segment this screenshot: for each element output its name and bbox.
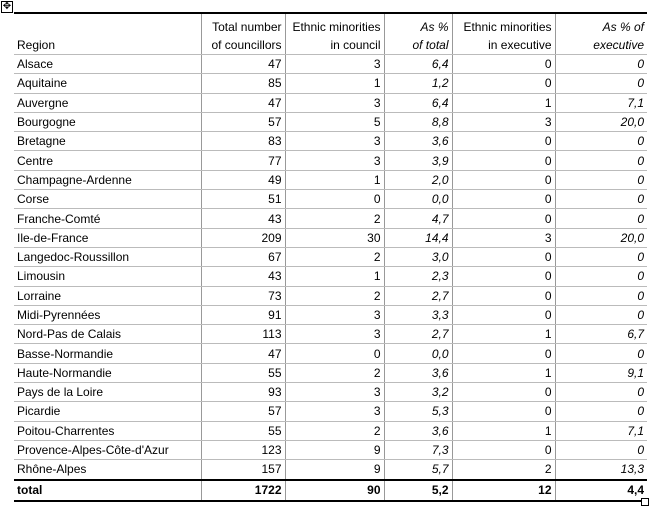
table-row bbox=[14, 93, 647, 112]
cell-em-council: 3 bbox=[285, 402, 384, 421]
cell-pct-total: 6,4 bbox=[384, 55, 452, 74]
cell-em-council: 0 bbox=[285, 344, 384, 363]
cell-em-executive: 12 bbox=[452, 480, 555, 501]
cell-total-councillors: 43 bbox=[201, 267, 285, 286]
cell-em-council: 5 bbox=[285, 112, 384, 131]
cell-pct-total: 3,2 bbox=[384, 383, 452, 402]
cell-pct-executive: 0 bbox=[555, 305, 647, 324]
cell-region: Bretagne bbox=[14, 132, 201, 151]
cell-total-councillors: 113 bbox=[201, 325, 285, 344]
total-row bbox=[14, 480, 647, 501]
cell-total-councillors: 51 bbox=[201, 190, 285, 209]
cell-total-councillors: 73 bbox=[201, 286, 285, 305]
cell-em-council: 3 bbox=[285, 383, 384, 402]
cell-em-executive: 0 bbox=[452, 247, 555, 266]
cell-total-councillors: 85 bbox=[201, 74, 285, 93]
table-resize-handle[interactable] bbox=[641, 498, 649, 506]
cell-em-executive: 0 bbox=[452, 383, 555, 402]
cell-em-council: 2 bbox=[285, 286, 384, 305]
cell-em-council: 3 bbox=[285, 132, 384, 151]
table-row bbox=[14, 55, 647, 74]
cell-pct-executive: 0 bbox=[555, 190, 647, 209]
cell-region: Champagne-Ardenne bbox=[14, 170, 201, 189]
cell-total-councillors: 157 bbox=[201, 460, 285, 480]
cell-em-council: 2 bbox=[285, 363, 384, 382]
cell-region: Provence-Alpes-Côte-d'Azur bbox=[14, 440, 201, 459]
cell-pct-total: 6,4 bbox=[384, 93, 452, 112]
cell-em-council: 2 bbox=[285, 421, 384, 440]
cell-total-councillors: 123 bbox=[201, 440, 285, 459]
table-row bbox=[14, 228, 647, 247]
cell-region: Limousin bbox=[14, 267, 201, 286]
table-row bbox=[14, 363, 647, 382]
table-row bbox=[14, 112, 647, 131]
cell-total-councillors: 47 bbox=[201, 93, 285, 112]
table-row bbox=[14, 305, 647, 324]
table-row bbox=[14, 286, 647, 305]
table-row bbox=[14, 247, 647, 266]
cell-pct-total: 8,8 bbox=[384, 112, 452, 131]
cell-em-council: 30 bbox=[285, 228, 384, 247]
table-row bbox=[14, 460, 647, 480]
cell-pct-total: 2,3 bbox=[384, 267, 452, 286]
cell-em-executive: 0 bbox=[452, 402, 555, 421]
cell-total-councillors: 1722 bbox=[201, 480, 285, 501]
cell-pct-total: 7,3 bbox=[384, 440, 452, 459]
cell-em-council: 1 bbox=[285, 74, 384, 93]
cell-pct-executive: 0 bbox=[555, 402, 647, 421]
cell-em-council: 9 bbox=[285, 460, 384, 480]
cell-em-executive: 0 bbox=[452, 190, 555, 209]
table-row bbox=[14, 402, 647, 421]
cell-pct-executive: 0 bbox=[555, 74, 647, 93]
cell-pct-total: 3,3 bbox=[384, 305, 452, 324]
cell-em-executive: 1 bbox=[452, 421, 555, 440]
cell-pct-executive: 13,3 bbox=[555, 460, 647, 480]
cell-total-councillors: 55 bbox=[201, 421, 285, 440]
cell-pct-executive: 0 bbox=[555, 55, 647, 74]
cell-total-councillors: 57 bbox=[201, 402, 285, 421]
cell-em-council: 9 bbox=[285, 440, 384, 459]
cell-pct-total: 3,6 bbox=[384, 132, 452, 151]
cell-em-council: 0 bbox=[285, 190, 384, 209]
cell-em-council: 90 bbox=[285, 480, 384, 501]
cell-pct-total: 0,0 bbox=[384, 190, 452, 209]
cell-em-council: 2 bbox=[285, 247, 384, 266]
cell-em-executive: 0 bbox=[452, 344, 555, 363]
header-row bbox=[14, 13, 647, 55]
cell-pct-total: 5,3 bbox=[384, 402, 452, 421]
cell-pct-total: 5,2 bbox=[384, 480, 452, 501]
table-row bbox=[14, 421, 647, 440]
header-pct-total: As % of total bbox=[384, 13, 452, 55]
cell-total-councillors: 83 bbox=[201, 132, 285, 151]
cell-region: Rhône-Alpes bbox=[14, 460, 201, 480]
cell-region: Nord-Pas de Calais bbox=[14, 325, 201, 344]
cell-pct-executive: 0 bbox=[555, 440, 647, 459]
cell-em-council: 3 bbox=[285, 325, 384, 344]
table-row bbox=[14, 132, 647, 151]
cell-em-executive: 3 bbox=[452, 112, 555, 131]
cell-pct-executive: 0 bbox=[555, 247, 647, 266]
cell-em-council: 1 bbox=[285, 170, 384, 189]
cell-total-councillors: 55 bbox=[201, 363, 285, 382]
cell-region: Langedoc-Roussillon bbox=[14, 247, 201, 266]
cell-total-councillors: 57 bbox=[201, 112, 285, 131]
cell-pct-total: 1,2 bbox=[384, 74, 452, 93]
cell-em-executive: 0 bbox=[452, 132, 555, 151]
cell-pct-executive: 7,1 bbox=[555, 93, 647, 112]
cell-em-executive: 2 bbox=[452, 460, 555, 480]
header-em-executive: Ethnic minorities in executive bbox=[452, 13, 555, 55]
cell-pct-total: 4,7 bbox=[384, 209, 452, 228]
cell-pct-executive: 0 bbox=[555, 286, 647, 305]
cell-total-councillors: 47 bbox=[201, 55, 285, 74]
cell-region: Aquitaine bbox=[14, 74, 201, 93]
cell-region: Lorraine bbox=[14, 286, 201, 305]
cell-region: total bbox=[14, 480, 201, 501]
cell-em-executive: 0 bbox=[452, 151, 555, 170]
cell-pct-total: 14,4 bbox=[384, 228, 452, 247]
cell-pct-executive: 7,1 bbox=[555, 421, 647, 440]
cell-pct-executive: 4,4 bbox=[555, 480, 647, 501]
cell-pct-total: 3,6 bbox=[384, 363, 452, 382]
cell-pct-executive: 0 bbox=[555, 383, 647, 402]
cell-em-executive: 0 bbox=[452, 286, 555, 305]
table-row bbox=[14, 440, 647, 459]
cell-em-council: 1 bbox=[285, 267, 384, 286]
cell-region: Alsace bbox=[14, 55, 201, 74]
cell-em-executive: 0 bbox=[452, 55, 555, 74]
cell-region: Poitou-Charrentes bbox=[14, 421, 201, 440]
cell-region: Pays de la Loire bbox=[14, 383, 201, 402]
cell-pct-executive: 9,1 bbox=[555, 363, 647, 382]
cell-em-executive: 0 bbox=[452, 440, 555, 459]
table-row bbox=[14, 383, 647, 402]
cell-em-council: 3 bbox=[285, 151, 384, 170]
cell-em-council: 3 bbox=[285, 93, 384, 112]
cell-pct-executive: 20,0 bbox=[555, 112, 647, 131]
cell-pct-executive: 0 bbox=[555, 151, 647, 170]
table-row bbox=[14, 151, 647, 170]
cell-em-executive: 1 bbox=[452, 93, 555, 112]
table-move-handle-icon[interactable]: ✥ bbox=[2, 1, 12, 12]
cell-total-councillors: 77 bbox=[201, 151, 285, 170]
cell-pct-executive: 0 bbox=[555, 267, 647, 286]
cell-em-executive: 3 bbox=[452, 228, 555, 247]
cell-em-council: 3 bbox=[285, 305, 384, 324]
cell-pct-executive: 20,0 bbox=[555, 228, 647, 247]
cell-pct-total: 0,0 bbox=[384, 344, 452, 363]
cell-pct-executive: 0 bbox=[555, 132, 647, 151]
cell-region: Ile-de-France bbox=[14, 228, 201, 247]
cell-em-council: 2 bbox=[285, 209, 384, 228]
table-row bbox=[14, 325, 647, 344]
cell-total-councillors: 91 bbox=[201, 305, 285, 324]
cell-total-councillors: 67 bbox=[201, 247, 285, 266]
table-row bbox=[14, 209, 647, 228]
cell-pct-total: 3,0 bbox=[384, 247, 452, 266]
cell-em-executive: 0 bbox=[452, 170, 555, 189]
cell-region: Franche-Comté bbox=[14, 209, 201, 228]
cell-em-executive: 1 bbox=[452, 363, 555, 382]
cell-pct-total: 3,9 bbox=[384, 151, 452, 170]
cell-region: Auvergne bbox=[14, 93, 201, 112]
cell-region: Bourgogne bbox=[14, 112, 201, 131]
cell-pct-total: 5,7 bbox=[384, 460, 452, 480]
cell-pct-total: 3,6 bbox=[384, 421, 452, 440]
cell-total-councillors: 47 bbox=[201, 344, 285, 363]
cell-pct-executive: 0 bbox=[555, 209, 647, 228]
cell-em-council: 3 bbox=[285, 55, 384, 74]
cell-em-executive: 0 bbox=[452, 267, 555, 286]
cell-pct-total: 2,0 bbox=[384, 170, 452, 189]
table-row bbox=[14, 74, 647, 93]
cell-region: Midi-Pyrennées bbox=[14, 305, 201, 324]
cell-pct-total: 2,7 bbox=[384, 325, 452, 344]
table-row bbox=[14, 170, 647, 189]
header-total-councillors: Total number of councillors bbox=[201, 13, 285, 55]
cell-region: Corse bbox=[14, 190, 201, 209]
cell-region: Haute-Normandie bbox=[14, 363, 201, 382]
cell-total-councillors: 43 bbox=[201, 209, 285, 228]
cell-total-councillors: 93 bbox=[201, 383, 285, 402]
cell-em-executive: 0 bbox=[452, 305, 555, 324]
cell-em-executive: 1 bbox=[452, 325, 555, 344]
table-row bbox=[14, 267, 647, 286]
cell-total-councillors: 209 bbox=[201, 228, 285, 247]
cell-region: Centre bbox=[14, 151, 201, 170]
cell-pct-executive: 0 bbox=[555, 344, 647, 363]
header-pct-executive: As % of executive bbox=[555, 13, 647, 55]
header-region: Region bbox=[14, 13, 201, 55]
regional-councillors-table bbox=[14, 12, 647, 502]
cell-em-executive: 0 bbox=[452, 209, 555, 228]
header-em-council: Ethnic minorities in council bbox=[285, 13, 384, 55]
table-row bbox=[14, 344, 647, 363]
cell-region: Picardie bbox=[14, 402, 201, 421]
cell-pct-executive: 6,7 bbox=[555, 325, 647, 344]
cell-pct-executive: 0 bbox=[555, 170, 647, 189]
cell-pct-total: 2,7 bbox=[384, 286, 452, 305]
cell-region: Basse-Normandie bbox=[14, 344, 201, 363]
cell-em-executive: 0 bbox=[452, 74, 555, 93]
cell-total-councillors: 49 bbox=[201, 170, 285, 189]
table-row bbox=[14, 190, 647, 209]
